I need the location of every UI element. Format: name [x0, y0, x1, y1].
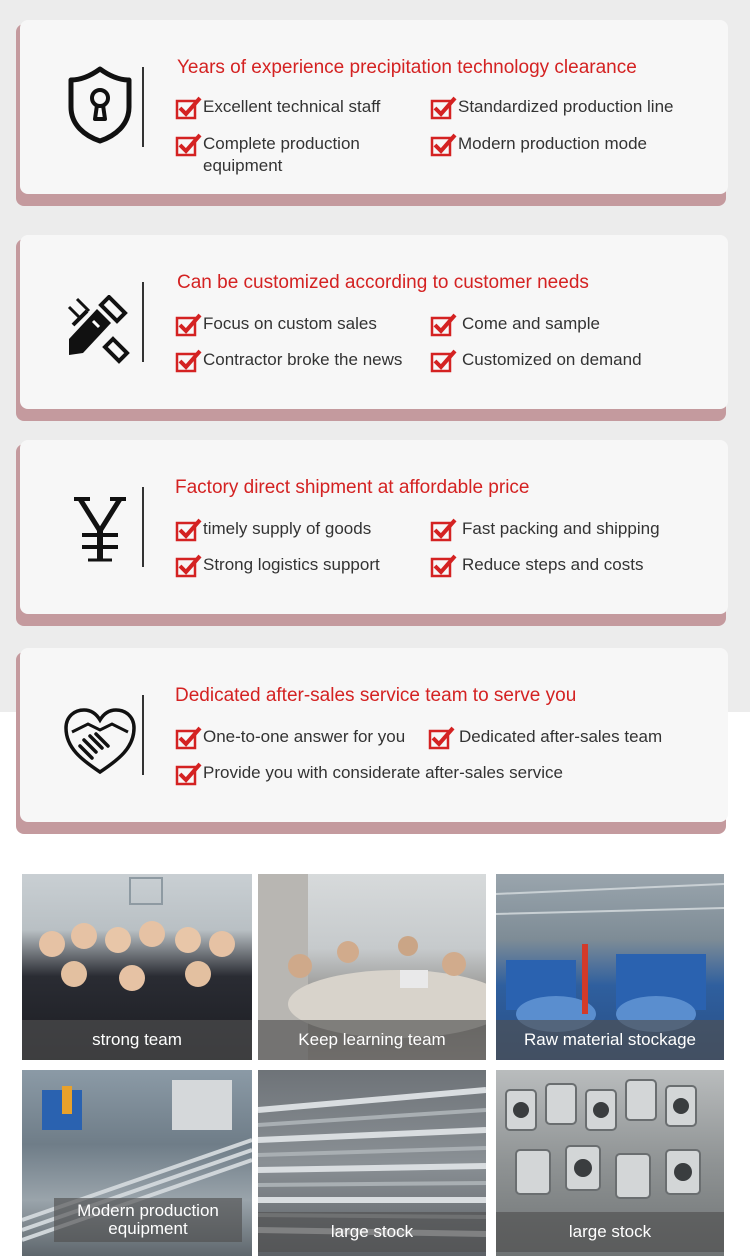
feature-text: Focus on custom sales [203, 314, 377, 333]
feature-item [430, 96, 673, 120]
shield-keyhole-icon [50, 60, 150, 150]
feature-item [175, 96, 380, 120]
feature-item [175, 349, 402, 373]
photo-label: large stock [258, 1212, 486, 1252]
check-icon [175, 554, 203, 578]
feature-item [175, 518, 371, 542]
feature-item [175, 726, 405, 750]
feature-item [175, 554, 380, 578]
feature-text: Dedicated after-sales team [459, 727, 663, 746]
check-icon [430, 313, 458, 337]
feature-item [430, 133, 647, 157]
card-title: Years of experience precipitation technology clearance [177, 57, 637, 78]
feature-item [430, 313, 600, 337]
photo-strong-team [22, 874, 252, 1060]
card-title: Can be customized according to customer needs [177, 272, 589, 293]
check-icon [430, 554, 458, 578]
feature-text: Modern production mode [458, 134, 648, 153]
feature-text: Excellent technical staff [203, 97, 381, 116]
feature-item [175, 762, 563, 786]
feature-text: Reduce steps and costs [462, 555, 644, 574]
handshake-heart-icon [50, 696, 150, 786]
photo-large-stock-fittings [496, 1070, 724, 1256]
feature-text: timely supply of goods [203, 519, 372, 538]
divider [142, 695, 144, 775]
card-title: Factory direct shipment at affordable price [175, 477, 530, 498]
feature-item [428, 726, 662, 750]
check-icon [175, 518, 203, 542]
feature-item [175, 133, 405, 177]
photo-label: Keep learning team [258, 1020, 486, 1060]
feature-item [430, 554, 643, 578]
divider [142, 67, 144, 147]
check-icon [430, 133, 458, 157]
check-icon [175, 96, 203, 120]
photo-modern-production-equipment [22, 1070, 252, 1256]
check-icon [175, 313, 203, 337]
card-title: Dedicated after-sales service team to serve you [175, 685, 577, 706]
feature-card-price [20, 440, 728, 614]
divider [142, 282, 144, 362]
check-icon [175, 349, 203, 373]
feature-card-service [20, 648, 728, 822]
photo-label: large stock [496, 1212, 724, 1252]
pencil-edit-icon [50, 285, 150, 375]
feature-item [430, 349, 642, 373]
photo-raw-material-stockage [496, 874, 724, 1060]
photo-label: Modern production equipment [54, 1198, 242, 1242]
feature-text: Provide you with considerate after-sales service [203, 763, 563, 782]
check-icon [430, 349, 458, 373]
check-icon [428, 726, 456, 750]
feature-text: Contractor broke the news [203, 350, 403, 369]
feature-text: Complete production equipment [203, 134, 360, 175]
check-icon [430, 96, 458, 120]
feature-card-experience [20, 20, 728, 194]
feature-text: One-to-one answer for you [203, 727, 406, 746]
photo-label: strong team [22, 1020, 252, 1060]
feature-item [175, 313, 377, 337]
feature-item [430, 518, 660, 542]
check-icon [175, 133, 203, 157]
feature-card-customized [20, 235, 728, 409]
feature-text: Strong logistics support [203, 555, 380, 574]
check-icon [175, 762, 203, 786]
feature-text: Come and sample [462, 314, 600, 333]
feature-text: Fast packing and shipping [462, 519, 660, 538]
feature-text: Standardized production line [458, 97, 674, 116]
check-icon [430, 518, 458, 542]
yen-icon [50, 485, 150, 575]
photo-keep-learning-team [258, 874, 486, 1060]
photo-large-stock-pipes [258, 1070, 486, 1256]
divider [142, 487, 144, 567]
feature-text: Customized on demand [462, 350, 642, 369]
check-icon [175, 726, 203, 750]
photo-label: Raw material stockage [496, 1020, 724, 1060]
